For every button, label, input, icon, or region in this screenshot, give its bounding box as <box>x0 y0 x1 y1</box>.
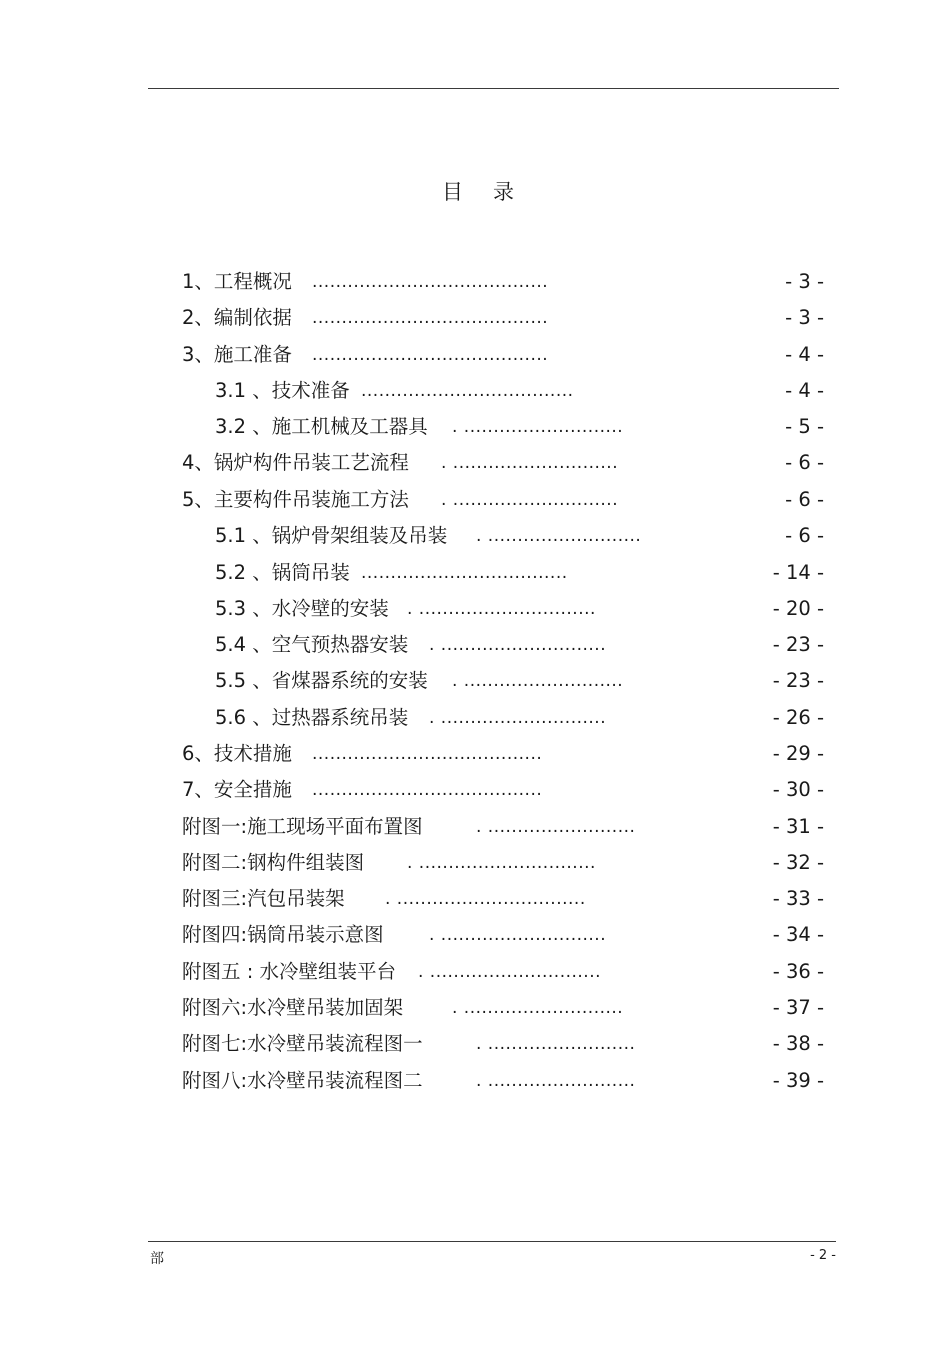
toc-entry[interactable] <box>0 558 950 588</box>
toc-entry-page-number: - 34 - <box>772 923 824 946</box>
toc-entry-label: 5.5 、省煤器系统的安装 <box>215 669 428 692</box>
toc-entry-page-number: - 3 - <box>785 270 824 293</box>
toc-entry-page-number: - 37 - <box>772 996 824 1019</box>
toc-entry-leader-dots: . ............................. <box>418 962 602 982</box>
toc-entry-page-number: - 6 - <box>785 451 824 474</box>
toc-entry-page-number: - 23 - <box>772 633 824 656</box>
toc-entry-label: 附图四:锅筒吊装示意图 <box>182 923 384 946</box>
toc-entry-label: 1、工程概况 <box>182 270 292 293</box>
toc-entry[interactable] <box>0 485 950 515</box>
toc-entry-leader-dots: . ............................ <box>441 453 619 473</box>
toc-entry[interactable] <box>0 340 950 370</box>
toc-entry-page-number: - 20 - <box>772 597 824 620</box>
toc-entry[interactable] <box>0 412 950 442</box>
toc-entry-leader-dots: . ................................ <box>385 889 586 909</box>
toc-entry[interactable] <box>0 739 950 769</box>
toc-entry-page-number: - 39 - <box>772 1069 824 1092</box>
toc-entry-page-number: - 29 - <box>772 742 824 765</box>
toc-entry-leader-dots: . ............................ <box>429 708 607 728</box>
toc-entry-label: 5.3 、水冷壁的安装 <box>215 597 389 620</box>
toc-entry-leader-dots: . ............................ <box>429 925 607 945</box>
toc-entry-label: 附图二:钢构件组装图 <box>182 851 365 874</box>
toc-entry[interactable] <box>0 1066 950 1096</box>
toc-entry-label: 3.2 、施工机械及工器具 <box>215 415 428 438</box>
toc-entry[interactable] <box>0 630 950 660</box>
toc-entry-leader-dots: ........................................ <box>312 272 549 292</box>
toc-entry-leader-dots: . .............................. <box>407 853 596 873</box>
toc-entry-label: 5、主要构件吊装施工方法 <box>182 488 409 511</box>
toc-entry-page-number: - 6 - <box>785 488 824 511</box>
toc-entry-page-number: - 33 - <box>772 887 824 910</box>
toc-entry-label: 4、锅炉构件吊装工艺流程 <box>182 451 409 474</box>
toc-entry[interactable] <box>0 848 950 878</box>
toc-entry-page-number: - 5 - <box>785 415 824 438</box>
toc-entry-label: 5.2 、锅筒吊装 <box>215 561 350 584</box>
toc-entry-leader-dots: . .............................. <box>407 599 596 619</box>
toc-entry[interactable] <box>0 703 950 733</box>
toc-entry-leader-dots: ....................................... <box>312 780 543 800</box>
toc-entry-leader-dots: . ......................... <box>476 1034 636 1054</box>
footer-page-number: - 2 - <box>810 1248 836 1263</box>
toc-entry[interactable] <box>0 666 950 696</box>
toc-entry-leader-dots: ................................... <box>361 563 568 583</box>
toc-entry-page-number: - 23 - <box>772 669 824 692</box>
toc-entry-leader-dots: . ........................... <box>452 671 624 691</box>
toc-entry-label: 附图一:施工现场平面布置图 <box>182 815 423 838</box>
toc-entry-page-number: - 6 - <box>785 524 824 547</box>
toc-entry-label: 6、技术措施 <box>182 742 292 765</box>
toc-entry-leader-dots: . ......................... <box>476 1071 636 1091</box>
toc-entry[interactable] <box>0 594 950 624</box>
toc-entry[interactable] <box>0 1029 950 1059</box>
toc-entry-label: 附图五 : 水冷壁组装平台 <box>182 960 396 983</box>
toc-entry-label: 7、安全措施 <box>182 778 292 801</box>
toc-entry[interactable] <box>0 267 950 297</box>
toc-entry-label: 附图三:汽包吊装架 <box>182 887 345 910</box>
toc-entry[interactable] <box>0 521 950 551</box>
toc-entry-label: 3、施工准备 <box>182 343 292 366</box>
toc-entry-label: 2、编制依据 <box>182 306 292 329</box>
toc-entry-page-number: - 32 - <box>772 851 824 874</box>
toc-entry-label: 5.4 、空气预热器安装 <box>215 633 409 656</box>
footer-left-text: 部 <box>150 1251 164 1267</box>
toc-entry-leader-dots: ........................................ <box>312 345 549 365</box>
toc-entry-leader-dots: . ........................... <box>452 417 624 437</box>
page-title: 目录 <box>442 180 544 204</box>
toc-entry-leader-dots: . ............................ <box>441 490 619 510</box>
toc-entry-page-number: - 38 - <box>772 1032 824 1055</box>
toc-entry-leader-dots: ........................................ <box>312 308 549 328</box>
toc-entry-page-number: - 4 - <box>785 379 824 402</box>
toc-entry-page-number: - 31 - <box>772 815 824 838</box>
toc-entry-page-number: - 3 - <box>785 306 824 329</box>
toc-entry-label: 附图八:水冷壁吊装流程图二 <box>182 1069 423 1092</box>
toc-entry-leader-dots: . ............................ <box>429 635 607 655</box>
toc-entry[interactable] <box>0 448 950 478</box>
toc-entry[interactable] <box>0 303 950 333</box>
toc-entry-page-number: - 30 - <box>772 778 824 801</box>
header-rule <box>148 88 839 89</box>
toc-entry[interactable] <box>0 920 950 950</box>
toc-entry-leader-dots: . ......................... <box>476 817 636 837</box>
toc-entry[interactable] <box>0 376 950 406</box>
toc-entry-page-number: - 26 - <box>772 706 824 729</box>
toc-entry-leader-dots: .................................... <box>361 381 574 401</box>
toc-entry-page-number: - 36 - <box>772 960 824 983</box>
toc-entry-page-number: - 14 - <box>772 561 824 584</box>
toc-entry-label: 附图六:水冷壁吊装加固架 <box>182 996 404 1019</box>
toc-entry-leader-dots: ....................................... <box>312 744 543 764</box>
toc-entry-leader-dots: . ........................... <box>452 998 624 1018</box>
toc-entry-label: 5.6 、过热器系统吊装 <box>215 706 409 729</box>
toc-entry-label: 5.1 、锅炉骨架组装及吊装 <box>215 524 448 547</box>
toc-entry[interactable] <box>0 775 950 805</box>
toc-entry[interactable] <box>0 884 950 914</box>
toc-entry-label: 附图七:水冷壁吊装流程图一 <box>182 1032 423 1055</box>
toc-entry[interactable] <box>0 993 950 1023</box>
toc-entry-leader-dots: . .......................... <box>476 526 642 546</box>
footer-rule <box>148 1241 836 1242</box>
toc-entry[interactable] <box>0 812 950 842</box>
toc-entry[interactable] <box>0 957 950 987</box>
toc-entry-label: 3.1 、技术准备 <box>215 379 350 402</box>
toc-entry-page-number: - 4 - <box>785 343 824 366</box>
